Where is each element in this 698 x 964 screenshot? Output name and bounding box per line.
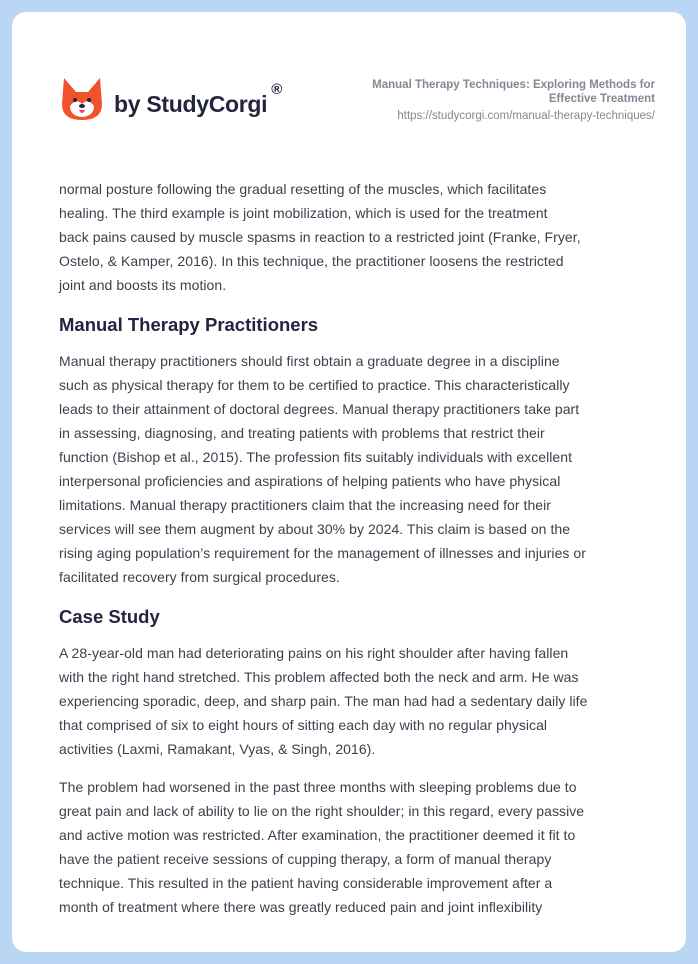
- text-line: in assessing, diagnosing, and treating patients with problems that restrict their: [59, 425, 545, 441]
- text-line: with the right hand stretched. This problem affected both the neck and arm. He was: [59, 669, 579, 685]
- text-line: great pain and lack of ability to lie on the right shoulder; in this regard, every passive: [59, 803, 585, 819]
- paragraph: [59, 177, 669, 297]
- text-line: services will see them augment by about 30% by 2024. This claim is based on the: [59, 521, 571, 537]
- registered-mark: ®: [271, 80, 283, 98]
- text-line: joint and boosts its motion.: [59, 277, 227, 293]
- text-line: leads to their attainment of doctoral degrees. Manual therapy practitioners take part: [59, 401, 580, 417]
- section-heading: Case Study: [59, 606, 160, 627]
- text-line: month of treatment where there was greatly reduced pain and joint inflexibility: [59, 899, 543, 915]
- text-line: The problem had worsened in the past three months with sleeping problems due to: [59, 779, 577, 795]
- text-line: function (Bishop et al., 2015). The profession fits suitably individuals with excellent: [59, 449, 573, 465]
- text-line: Ostelo, & Kamper, 2016). In this technique, the practitioner loosens the restricted: [59, 253, 564, 269]
- text-line: Manual therapy practitioners should first obtain a graduate degree in a discipline: [59, 353, 560, 369]
- section-heading: Manual Therapy Practitioners: [59, 314, 319, 335]
- text-line: limitations. Manual therapy practitioners claim that the increasing need for their: [59, 497, 552, 513]
- document-title-line: Effective Treatment: [548, 93, 655, 105]
- text-line: experiencing sporadic, deep, and sharp pain. The man had had a sedentary daily life: [59, 693, 588, 709]
- text-line: have the patient receive sessions of cupping therapy, a form of manual therapy: [59, 851, 552, 867]
- brand-name: by StudyCorgi: [114, 90, 268, 117]
- document-url[interactable]: https://studycorgi.com/manual-therapy-techniques/: [397, 110, 655, 122]
- text-line: rising aging population’s requirement for the management of illnesses and injuries or: [59, 545, 586, 561]
- paragraph: [59, 775, 669, 919]
- text-line: and active motion was restricted. After examination, the practitioner deemed it fit to: [59, 827, 576, 843]
- text-line: normal posture following the gradual resetting of the muscles, which facilitates: [59, 181, 547, 197]
- text-line: interpersonal proficiencies and aspirations of helping patients who have physical: [59, 473, 561, 489]
- text-line: technique. This resulted in the patient having considerable improvement after a: [59, 875, 553, 891]
- paragraph: [59, 349, 669, 589]
- text-line: activities (Laxmi, Ramakant, Vyas, & Singh, 2016).: [59, 741, 376, 757]
- paragraph: [59, 641, 669, 761]
- document-title-line: Manual Therapy Techniques: Exploring Methods for: [372, 79, 655, 91]
- text-line: A 28-year-old man had deteriorating pains on his right shoulder after having fallen: [59, 645, 569, 661]
- text-line: that comprised of six to eight hours of sitting each day with no regular physical: [59, 717, 548, 733]
- text-line: facilitated recovery from surgical procedures.: [59, 569, 340, 585]
- text-line: healing. The third example is joint mobilization, which is used for the treatment: [59, 205, 548, 221]
- document-info: [325, 78, 655, 122]
- studycorgi-logo[interactable]: [60, 76, 282, 122]
- article-body: [59, 177, 669, 933]
- text-line: back pains caused by muscle spasms in reaction to a restricted joint (Franke, Fryer,: [59, 229, 581, 245]
- text-line: such as physical therapy for them to be certified to practice. This characteristically: [59, 377, 570, 393]
- corgi-icon: [60, 76, 104, 122]
- page-card: [12, 12, 686, 952]
